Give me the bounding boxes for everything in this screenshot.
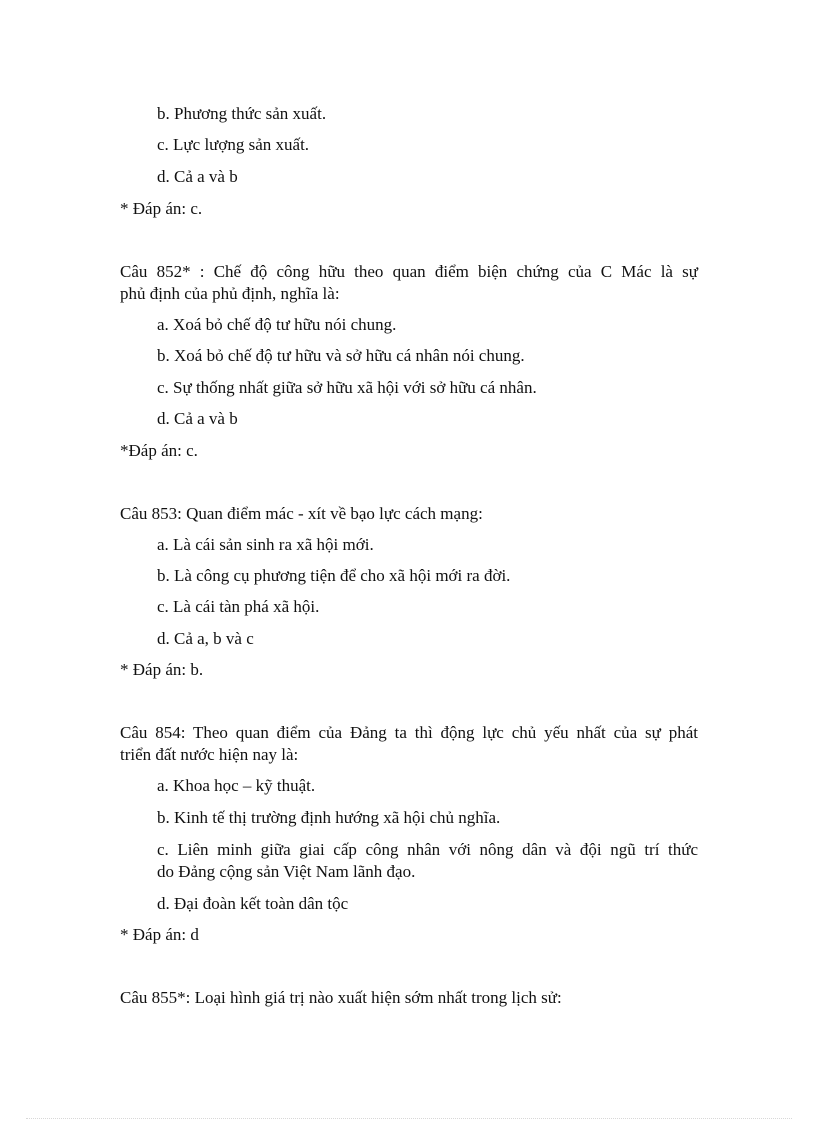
question-852-line1: Câu 852* : Chế độ công hữu theo quan điểm biện chứng của C Mác là sự [120,262,698,281]
option-a: a. Khoa học – kỹ thuật. [157,776,316,795]
question-854-line2: triển đất nước hiện nay là: [120,745,299,764]
option-d: d. Cả a, b và c [157,629,254,648]
question-854-line1: Câu 854: Theo quan điểm của Đảng ta thì động lực chủ yếu nhất của sự phát [120,723,698,742]
answer-line: * Đáp án: b. [120,660,204,679]
question-852-line2: phủ định của phủ định, nghĩa là: [120,284,340,303]
option-d: d. Cả a và b [157,409,238,428]
option-d: d. Đại đoàn kết toàn dân tộc [157,894,349,913]
question-855-line1: Câu 855*: Loại hình giá trị nào xuất hiện sớm nhất trong lịch sử: [120,988,562,1007]
option-c: c. Lực lượng sản xuất. [157,135,310,154]
option-a: a. Là cái sản sinh ra xã hội mới. [157,535,374,554]
option-b: b. Là công cụ phương tiện để cho xã hội mới ra đời. [157,566,511,585]
option-c-line1: c. Liên minh giữa giai cấp công nhân với nông dân và đội ngũ trí thức [157,840,698,859]
answer-line: *Đáp án: c. [120,441,198,460]
option-b: b. Xoá bỏ chế độ tư hữu và sở hữu cá nhân nói chung. [157,346,525,365]
option-b: b. Kinh tế thị trường định hướng xã hội chủ nghĩa. [157,808,501,827]
answer-line: * Đáp án: c. [120,199,203,218]
answer-line: * Đáp án: d [120,925,199,944]
option-c: c. Sự thống nhất giữa sở hữu xã hội với sở hữu cá nhân. [157,378,537,397]
option-a: a. Xoá bỏ chế độ tư hữu nói chung. [157,315,397,334]
page-bottom-divider [26,1118,792,1119]
option-c-line2: do Đảng cộng sản Việt Nam lãnh đạo. [157,862,416,881]
option-b: b. Phương thức sản xuất. [157,104,327,123]
option-d: d. Cả a và b [157,167,238,186]
option-c: c. Là cái tàn phá xã hội. [157,597,320,616]
question-853-line1: Câu 853: Quan điểm mác - xít về bạo lực cách mạng: [120,504,483,523]
